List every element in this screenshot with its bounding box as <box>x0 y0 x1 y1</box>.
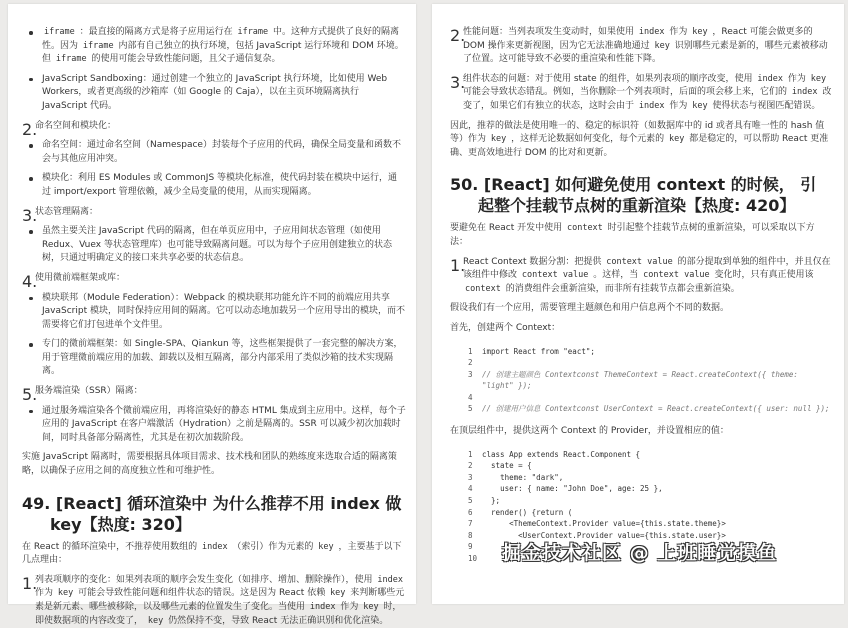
item-number: 2. <box>450 26 466 45</box>
paragraph <box>450 222 832 249</box>
line-number: 9 <box>468 542 473 552</box>
code-text: }; <box>482 496 501 506</box>
numbered-item <box>450 256 832 297</box>
bullet-item <box>22 338 406 379</box>
line-number: 4 <box>468 392 473 402</box>
text-run: 的使用可能会导致性能问题，且父子通信复杂。 <box>88 54 281 65</box>
code-line <box>468 472 832 484</box>
line-number: 8 <box>468 530 473 540</box>
inline-code: key <box>57 588 74 599</box>
inline-code: index <box>791 87 818 98</box>
line-number: 1 <box>468 449 473 459</box>
paragraph <box>450 120 832 161</box>
text-run: 可能会导致性能问题和组件状态的错误。这是因为 React 依赖 <box>75 588 329 599</box>
code-line <box>468 518 832 530</box>
section-heading-50: 50. [React] 如何避免使用 context 的时候， 引起整个挂载节点树的重新渲染【热度: 420】 <box>450 175 817 216</box>
numbered-item <box>450 26 832 67</box>
inline-code: context value <box>643 270 710 281</box>
text-run: 时，即使数据项的内容改变了， <box>35 602 402 626</box>
text-run: 命名空间：通过命名空间（Namespace）封装每个子应用的代码，确保全局变量和函数不会与其他应用冲突。 <box>42 140 401 164</box>
paragraph <box>22 451 406 478</box>
inline-code: context <box>465 283 501 294</box>
code-line <box>468 449 832 461</box>
inline-code: context <box>566 223 603 234</box>
text-run: 变化时，只有真正使用该 <box>711 270 814 281</box>
line-number: 3 <box>468 369 473 379</box>
inline-code: iframe <box>82 40 114 51</box>
item-number: 3. <box>450 72 466 92</box>
code-text: state = { <box>482 461 532 471</box>
bullet-item <box>22 225 406 266</box>
inline-code: key <box>810 73 827 84</box>
paragraph: 在顶层组件中，提供这两个 Context 的 Provider，并设置相应的值： <box>450 426 729 437</box>
text-run: JavaScript Sandboxing：通过创建一个独立的 JavaScript 执行环境，比如使用 Web Workers，或者更高级的沙箱库（如 Google 的 Caja），以在主页环境隔离执行 JavaScript 代码。 <box>42 73 388 111</box>
code-text: user: { name: "John Doe", age: 25 }, <box>482 484 663 494</box>
inline-code: key <box>692 27 708 37</box>
line-number: 5 <box>468 496 473 506</box>
text-run: 使得状态与视图匹配错误。 <box>709 100 821 111</box>
line-number: 10 <box>468 554 478 563</box>
text-run: 使用微前端框架或库： <box>35 272 126 283</box>
text-run: 模块联邦（Module Federation）：Webpack 的模块联邦功能允许不同的前端应用共享 JavaScript 模块，同时保持应用间的隔离。它可以动态地加载另一个应用导出的模块，而不需要将它们打包进单个文件里。 <box>42 292 405 330</box>
text-run: 虽然主要关注 JavaScript 代码的隔离，但在单页应用中，子应用间状态管理（如使用 Redux、Vuex 等状态管理库）也可能导致隔离问题。可以为每个子应用创建独立的状态树，只通过明确定义的接口来共享必要的状态信息。 <box>42 226 392 264</box>
code-line <box>468 507 832 519</box>
text-run: 。这样，当 <box>590 270 642 281</box>
item-number: 5. <box>22 385 38 405</box>
inline-code: key <box>147 615 164 626</box>
code-line <box>468 392 832 404</box>
text-run: （索引）作为元素的 <box>229 541 317 552</box>
text-run: 状态管理隔离： <box>35 206 99 217</box>
inline-code: context value <box>521 270 589 281</box>
numbered-item <box>22 205 406 225</box>
text-run: 内部有自己独立的执行环境，包括 JavaScript 运行环境和 DOM 环境。但 <box>42 40 404 65</box>
line-number: 2 <box>468 358 473 368</box>
code-line <box>468 530 832 542</box>
code-block-create-context <box>468 346 832 416</box>
inline-code: iframe <box>55 54 87 65</box>
text-run: 作为 <box>35 588 56 599</box>
item-number: 1. <box>450 255 466 275</box>
text-run: 专门的微前端框架：如 Single-SPA、Qiankun 等，这些框架提供了一套完整的解决方案，用于管理微前端应用的加载、卸载以及相互隔离，部分内部采用了类似沙箱的技术实现隔离。 <box>42 339 403 377</box>
text-run: 通过服务端渲染各个微前端应用，再将渲染好的静态 HTML 集成到主应用中。这样，每个子应用的 JavaScript 在客户端激活（Hydration）之前是隔离的。SSR 可以减少初次加载时间，同时具备部分隔离性，尤其是在初次加载阶段。 <box>42 405 406 443</box>
text-run: 改变了，如果它们有独立的状态，这时会由于 <box>463 87 832 111</box>
text-run: 作为 <box>337 602 362 612</box>
code-line <box>468 460 832 472</box>
text-run: 都是稳定的，可以帮助 React 更准确、更高效地进行 DOM 的比对和更新。 <box>450 134 829 158</box>
item-number: 3. <box>22 205 38 225</box>
text-run: 实施 JavaScript 隔离时，需要根据具体项目需求、技术栈和团队的熟练度来选取合适的隔离策略，以确保子应用之间的高度独立性和可维护性。 <box>22 452 397 477</box>
numbered-item <box>22 574 406 628</box>
line-number: 2 <box>468 461 473 471</box>
numbered-item <box>22 271 406 291</box>
left-page <box>8 4 416 626</box>
text-run: 要避免在 React 开发中使用 <box>450 223 565 234</box>
bullet-item <box>22 73 406 114</box>
line-number: 7 <box>468 519 473 529</box>
paragraph <box>450 322 832 336</box>
text-run: 列表项顺序的变化：如果列表项的顺序会发生变化（如排序、增加、删除操作），使用 <box>35 574 376 585</box>
text-run: 模块化：利用 ES Modules 或 CommonJS 等模块化标准，使代码封装在模块中运行，通过 import/export 管理依赖，减少全局变量的使用，从而实现隔离。 <box>42 173 398 197</box>
right-page <box>432 4 844 604</box>
text-run: 服务端渲染（SSR）隔离： <box>35 386 143 397</box>
text-run: 作为 <box>784 73 809 84</box>
code-text: <ThemeContext.Provider value={this.state.theme}> <box>482 519 726 529</box>
inline-code: index <box>377 574 403 585</box>
code-text: render() {return ( <box>482 507 573 517</box>
line-number: 1 <box>468 346 473 356</box>
numbered-item <box>450 73 832 114</box>
line-number: 3 <box>468 472 473 482</box>
numbered-item <box>22 385 406 405</box>
code-text: theme: "dark", <box>482 472 564 482</box>
text-run: ，主要基于以下几点理由： <box>22 541 402 566</box>
bullet-item <box>22 292 406 333</box>
inline-code: context value <box>606 256 673 267</box>
inline-code: key <box>490 134 507 145</box>
text-run: 因此，推荐的做法是使用唯一的、稳定的标识符（如数据库中的 id 或者具有唯一性的 hash 值等）作为 <box>450 120 825 145</box>
numbered-item <box>22 119 406 139</box>
code-text: // 创建用户信息 Contextconst UserContext = React.createContext({ user: null }); <box>482 404 830 414</box>
text-run: 可能会导致状态错乱。例如，当你删除一个列表项时，后面的项会移上来，它们的 <box>463 87 790 98</box>
text-run: 的消费组件会重新渲染，而非所有挂载节点都会重新渲染。 <box>502 283 740 294</box>
line-number: 4 <box>468 484 473 494</box>
text-run: 时引起整个挂载节点树的重新渲染，可以采取以下方法： <box>450 223 815 247</box>
paragraph <box>22 541 406 568</box>
code-line <box>468 346 832 358</box>
code-text: class App extends React.Component { <box>482 449 641 459</box>
text-run: React Context 数据分割：把提供 <box>463 256 605 267</box>
text-run: ：最直接的隔离方式是将子应用运行在 <box>76 27 236 37</box>
bullet-item <box>22 405 406 446</box>
inline-code: iframe <box>237 27 269 37</box>
bullet-item <box>22 172 406 199</box>
text-run: ，这样无论数据如何变化，每个元素的 <box>508 134 667 145</box>
text-run: 在 React 的循环渲染中，不推荐使用数组的 <box>22 541 200 552</box>
text-run: 来判断哪些元素是新元素、哪些被移除，以及哪些元素的位置发生了变化。当使用 <box>35 588 405 612</box>
code-line <box>468 403 832 415</box>
text-run: 作为 <box>666 100 691 111</box>
bullet-item <box>22 139 406 166</box>
code-block-app-provider <box>468 449 832 565</box>
watermark: 掘金技术社区 @ 上班睡觉摸鱼 <box>502 541 778 564</box>
paragraph <box>450 302 832 316</box>
text-run: 命名空间和模块化： <box>35 120 117 131</box>
text-run: ，React 可能会做更多的 DOM 操作来更新视图，因为它无法准确地通过 <box>463 27 813 51</box>
inline-code: key <box>668 134 685 145</box>
inline-code: key <box>318 541 334 552</box>
item-number: 1. <box>22 573 38 593</box>
code-text: import React from "eact"; <box>482 346 595 356</box>
inline-code: index <box>638 100 665 111</box>
text-run: 的部分提取到单独的组件中，并且仅在该组件中修改 <box>463 256 831 281</box>
text-run: 仍然保持不变，导致 React 无法正确识别和优化渲染。 <box>165 615 389 626</box>
code-line <box>468 495 832 507</box>
code-line <box>468 357 832 369</box>
text-run: 首先，创建两个 Context： <box>450 322 561 333</box>
inline-code: index <box>201 541 228 552</box>
bullet-item <box>22 26 406 67</box>
text-run: 假设我们有一个应用，需要管理主题颜色和用户信息两个不同的数据。 <box>450 303 730 314</box>
inline-code: key <box>330 588 346 599</box>
inline-code: key <box>363 602 379 612</box>
text-run: 性能问题：当列表项发生变动时，如果使用 <box>463 27 637 37</box>
line-number: 5 <box>468 404 473 414</box>
text-run: 组件状态的问题：对于使用 state 的组件，如果列表项的顺序改变，使用 <box>463 73 756 84</box>
inline-code: index <box>309 602 336 612</box>
inline-code: iframe <box>44 27 75 37</box>
code-line <box>468 483 832 495</box>
text-run: 识别哪些元素是新的，哪些元素被移动了位置。这可能导致不必要的重渲染和性能下降。 <box>463 40 828 65</box>
code-text: <UserContext.Provider value={this.state.user}> <box>482 530 726 540</box>
text-run: 中。这种方式提供了良好的隔离性。因为 <box>42 27 400 51</box>
line-number: 6 <box>468 507 473 517</box>
section-heading-49: 49. [React] 循环渲染中 为什么推荐不用 index 做 key【热度: 320】 <box>22 493 402 534</box>
code-text: // 创建主题颜色 Contextconst ThemeContext = React.createContext({ theme: "light" }); <box>482 369 803 391</box>
text-run: 作为 <box>666 27 691 37</box>
inline-code: index <box>638 27 665 37</box>
inline-code: index <box>757 73 783 84</box>
inline-code: key <box>692 100 708 111</box>
item-number: 2. <box>22 119 38 139</box>
inline-code: key <box>654 40 670 51</box>
code-line <box>468 369 832 392</box>
item-number: 4. <box>22 271 38 291</box>
